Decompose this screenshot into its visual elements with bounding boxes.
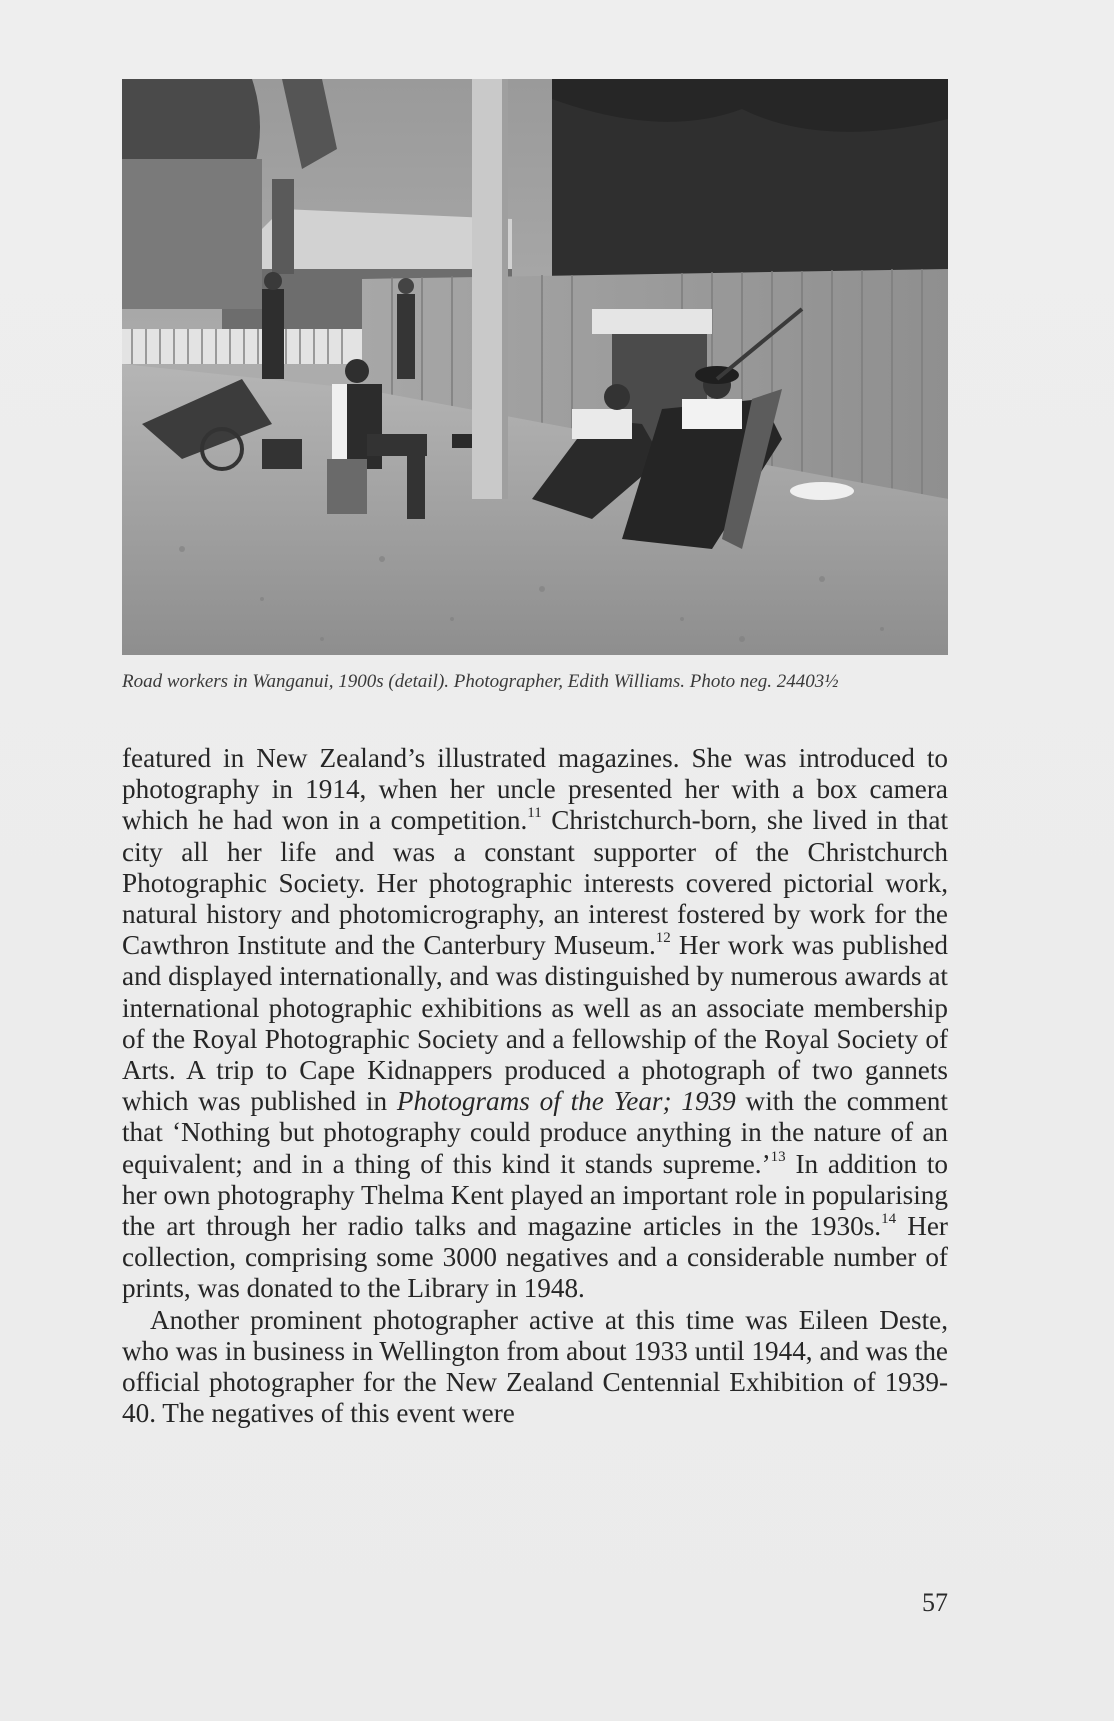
- paragraph-text: Christchurch-born, she lived in that city all her life and was a constant supporter of the Christchurch Photographic Society. Her photographic interests covered pictorial work, natural history and photomicrography, an interest fostered by work for the Cawthron Institute and the Canterbury Museum.: [122, 805, 948, 961]
- paragraph-text: Her collection, comprising some 3000 negatives and a considerable number of prints, was donated to the Library in 1948.: [122, 1211, 948, 1304]
- page-number: 57: [922, 1588, 948, 1617]
- footnote-reference: 12: [655, 930, 671, 947]
- paragraph-text: featured in New Zealand’s illustrated magazines. She was introduced to photography in 1914, when her uncle presented her with a box camera which he had won in a competition.: [122, 743, 948, 836]
- publication-title: Photograms of the Year; 1939: [396, 1086, 736, 1117]
- paragraph-text: Her work was published and displayed internationally, and was distinguished by numerous awards at international photographic exhibitions as well as an associate membership of the Royal Photographic Society and a fellowship of the Royal Society of Arts. A trip to Cape Kidnappers produced a photograph of two gannets which was published in: [122, 930, 948, 1117]
- paragraph-text: In addition to her own photography Thelma Kent played an important role in popularising the art through her radio talks and magazine articles in the 1930s.: [122, 1148, 948, 1242]
- footnote-reference: 14: [881, 1211, 897, 1228]
- body-paragraph: [122, 743, 948, 1305]
- footnote-reference: 11: [527, 805, 542, 822]
- body-text: [122, 743, 948, 1429]
- paragraph-text: Another prominent photographer active at this time was Eileen Deste, who was in business in Wellington from about 1933 until 1944, and was the official photographer for the New Zealand Centennial Exhibition of 1939-40. The negatives of this event were: [122, 1304, 948, 1429]
- photo-caption: Road workers in Wanganui, 1900s (detail). Photographer, Edith Williams. Photo neg. 24403½: [122, 671, 839, 692]
- body-paragraph: [122, 1305, 948, 1430]
- footnote-reference: 13: [770, 1148, 786, 1165]
- road-workers-photograph: [122, 79, 948, 655]
- paragraph-text: with the comment that ‘Nothing but photography could produce anything in the nature of an equivalent; and in a thing of this kind it stands supreme.’: [122, 1086, 948, 1179]
